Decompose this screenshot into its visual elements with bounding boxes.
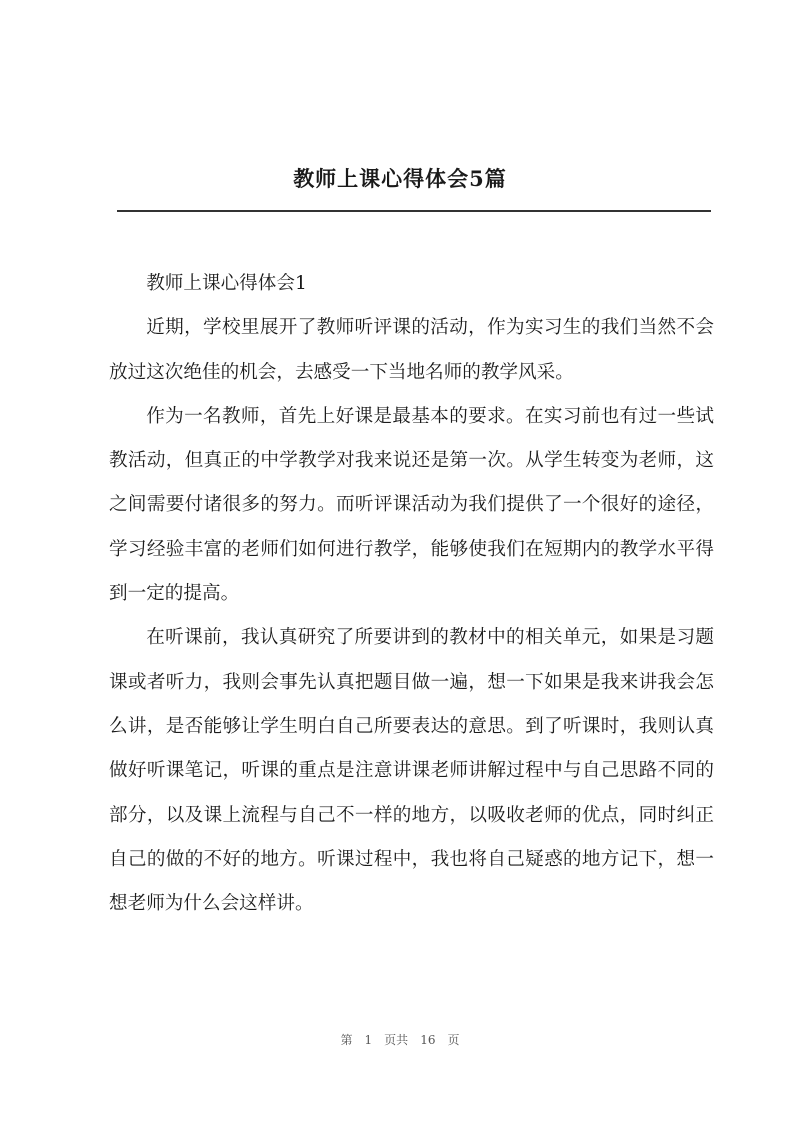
document-body <box>109 262 714 926</box>
section-heading: 教师上课心得体会1 <box>146 273 307 294</box>
paragraph: 在听课前，我认真研究了所要讲到的教材中的相关单元，如果是习题课或者听力，我则会事先认真把题目做一遍，想一下如果是我来讲我会怎么讲，是否能够让学生明白自己所要表达的意思。到了听课时，我则认真做好听课笔记，听课的重点是注意讲课老师讲解过程中与自己思路不同的部分，以及课上流程与自己不一样的地方，以吸收老师的优点，同时纠正自己的做的不好的地方。听课过程中，我也将自己疑惑的地方记下，想一想老师为什么会这样讲。 <box>109 627 714 915</box>
paragraph: 近期，学校里展开了教师听评课的活动，作为实习生的我们当然不会放过这次绝佳的机会，去感受一下当地名师的教学风采。 <box>109 317 714 383</box>
page-footer <box>0 1031 800 1048</box>
footer-prefix: 第 <box>340 1033 353 1047</box>
page-title: 教师上课心得体会5篇 <box>293 166 507 191</box>
footer-current-page: 1 <box>364 1033 373 1047</box>
footer-suffix: 页 <box>447 1033 460 1047</box>
footer-total-pages: 16 <box>420 1033 436 1047</box>
footer-middle: 页共 <box>384 1033 409 1047</box>
title-divider <box>117 210 711 212</box>
paragraph: 作为一名教师，首先上好课是最基本的要求。在实习前也有过一些试教活动，但真正的中学教学对我来说还是第一次。从学生转变为老师，这之间需要付诸很多的努力。而听评课活动为我们提供了一个很好的途径，学习经验丰富的老师们如何进行教学，能够使我们在短期内的教学水平得到一定的提高。 <box>109 405 714 605</box>
